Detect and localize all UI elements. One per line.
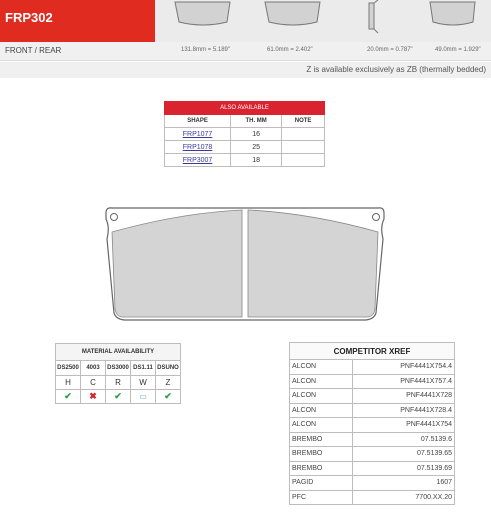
table-row (165, 141, 325, 154)
check-icon: ✔ (64, 391, 72, 401)
table-row (290, 476, 455, 491)
table-row (290, 389, 455, 404)
pad-outline-diagram-3 (430, 2, 475, 25)
mounting-hole-left (111, 214, 118, 221)
dimension-row (0, 42, 491, 61)
compound-code: DS1.11 (131, 361, 156, 376)
reference-cell: PNF4441X754.4 (353, 360, 455, 375)
reference-cell: 07.5139.6 (353, 432, 455, 447)
pad-outline-diagram-1 (175, 2, 230, 25)
pad-thickness-diagram (369, 0, 378, 33)
table-row (290, 360, 455, 375)
availability-note: Z is available exclusively as ZB (thermally bedded) (306, 65, 486, 74)
material-availability-title: MATERIAL AVAILABILITY (56, 344, 181, 361)
table-row (290, 461, 455, 476)
compound-code: DS3000 (106, 361, 131, 376)
product-code: FRP302 (5, 10, 53, 25)
dimension-diagrams (155, 0, 491, 42)
shape-link[interactable]: FRP3007 (182, 156, 213, 164)
reference-cell: PNF4441X728 (353, 389, 455, 404)
availability-note-bar (0, 62, 491, 78)
dimension-length: 131.8mm = 5.189" (181, 47, 230, 53)
brand-cell: ALCON (290, 360, 353, 375)
brand-cell: PAGID (290, 476, 353, 491)
cross-icon: ✖ (89, 391, 97, 401)
column-header-note: NOTE (282, 115, 325, 128)
compound-letter: H (56, 376, 81, 390)
brand-cell: PFC (290, 490, 353, 505)
thickness-cell: 16 (231, 128, 282, 141)
pad-outline-diagram-2 (265, 2, 320, 25)
compound-letter: R (106, 376, 131, 390)
brand-cell: ALCON (290, 418, 353, 433)
note-cell (282, 141, 325, 154)
compound-letter: C (81, 376, 106, 390)
compound-letter: W (131, 376, 156, 390)
reference-cell: 07.5139.65 (353, 447, 455, 462)
also-available-title: ALSO AVAILABLE (165, 102, 325, 115)
brand-cell: BREMBO (290, 447, 353, 462)
brand-cell: ALCON (290, 403, 353, 418)
compound-code: 4003 (81, 361, 106, 376)
compound-letter: Z (156, 376, 181, 390)
brake-pad-drawing (100, 205, 390, 335)
compound-code: DSUNO (156, 361, 181, 376)
note-cell (282, 154, 325, 167)
note-cell (282, 128, 325, 141)
competitor-xref-table (289, 342, 455, 505)
reference-cell: PNF4441X728.4 (353, 403, 455, 418)
column-header-shape: SHAPE (165, 115, 231, 128)
shape-link[interactable]: FRP1078 (182, 143, 213, 151)
reference-cell: 07.5139.69 (353, 461, 455, 476)
brand-cell: BREMBO (290, 461, 353, 476)
thickness-cell: 25 (231, 141, 282, 154)
product-code-banner (0, 0, 155, 42)
thickness-cell: 18 (231, 154, 282, 167)
brand-cell: ALCON (290, 389, 353, 404)
material-availability-table (55, 343, 181, 404)
compound-code: DS2500 (56, 361, 81, 376)
table-row (290, 403, 455, 418)
table-row (290, 447, 455, 462)
also-available-table (164, 101, 325, 167)
reference-cell: PNF4441X754 (353, 418, 455, 433)
reference-cell: PNF4441X757.4 (353, 374, 455, 389)
mounting-hole-right (373, 214, 380, 221)
brand-cell: ALCON (290, 374, 353, 389)
reference-cell: 7700.XX.20 (353, 490, 455, 505)
dimension-thickness: 20.0mm = 0.787" (367, 47, 413, 53)
table-row (290, 418, 455, 433)
pad-position: FRONT / REAR (5, 46, 62, 55)
dimension-diagram-bar (155, 0, 491, 42)
table-row (290, 490, 455, 505)
competitor-xref-title: COMPETITOR XREF (290, 343, 455, 360)
table-row (165, 154, 325, 167)
column-header-thickness: TH. MM (231, 115, 282, 128)
partial-icon: ▭ (139, 392, 147, 401)
table-row (290, 432, 455, 447)
shape-link[interactable]: FRP1077 (182, 130, 213, 138)
table-row (165, 128, 325, 141)
dimension-height: 61.0mm = 2.402" (267, 47, 313, 53)
dimension-width: 49.0mm = 1.929" (435, 47, 481, 53)
reference-cell: 1607 (353, 476, 455, 491)
brand-cell: BREMBO (290, 432, 353, 447)
table-row (290, 374, 455, 389)
check-icon: ✔ (114, 391, 122, 401)
check-icon: ✔ (164, 391, 172, 401)
